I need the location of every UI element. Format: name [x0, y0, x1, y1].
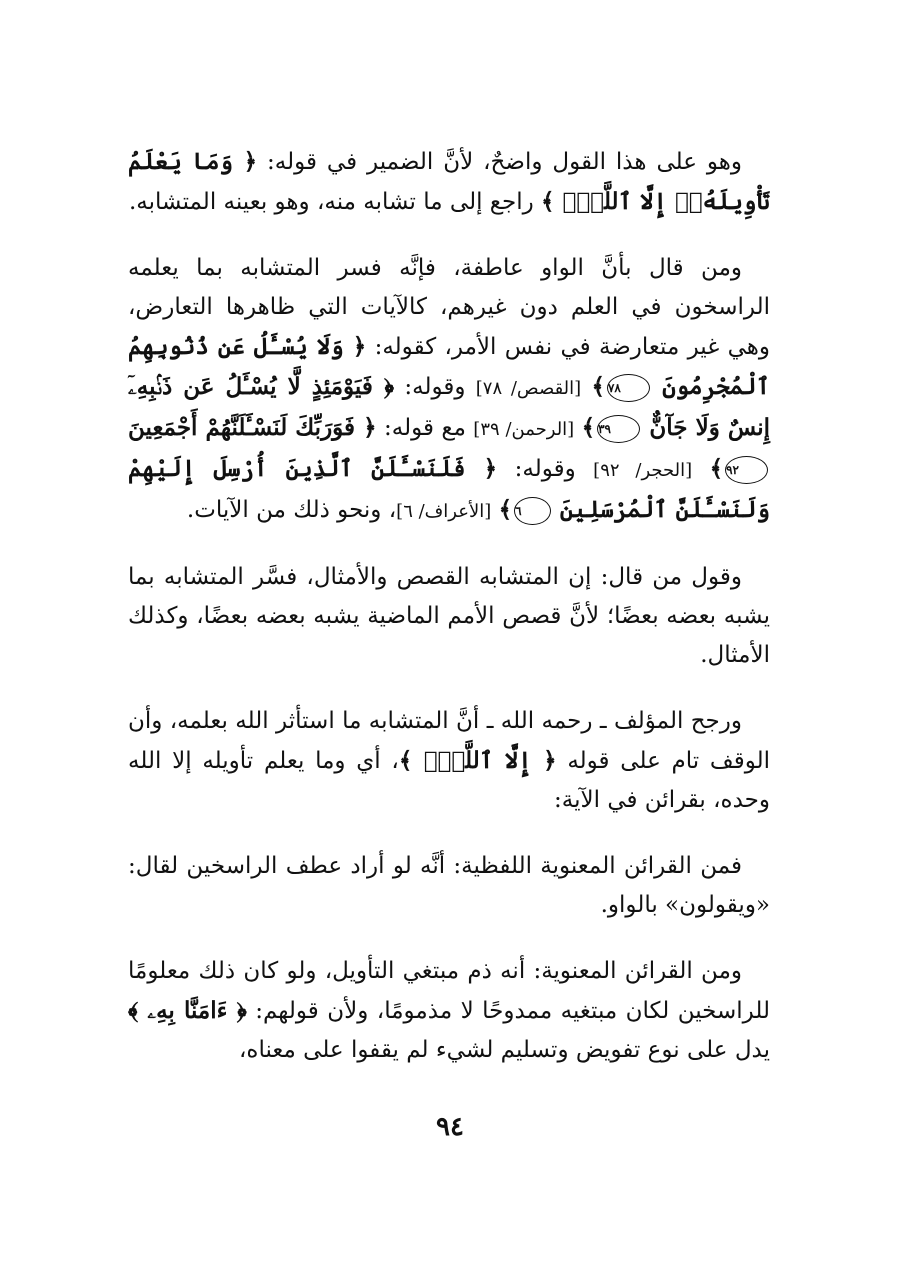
- text-span: مع قوله:: [376, 415, 474, 441]
- text-span: ومن قال بأنَّ الواو عاطفة، فإنَّه فسر المتشابه بما يعلمه الراسخون في العلم دون غيرهم، كالآيات التي ظاهرها التعارض، وهي غير متعارضة في نفس الأمر، كقوله:: [128, 255, 770, 360]
- quran-verse: ﴿ إِلَّا ٱللَّهُۗ ﴾: [398, 747, 557, 774]
- quran-verse: ﴿ فَلَنَسْـَٔلَنَّ ٱلَّذِينَ أُرْسِلَ إِلَيْهِمْ وَلَنَسْـَٔلَنَّ ٱلْمُرْسَلِينَ: [128, 455, 770, 523]
- quran-verse: ﴿ وَلَا يُسْـَٔلُ عَن ذُنُوبِهِمُ ٱلْمُجْرِمُونَ: [128, 333, 770, 400]
- text-span: وقوله:: [394, 374, 476, 400]
- ayah-number-mark: ٩٢: [725, 456, 768, 484]
- quran-bracket: ﴾: [591, 373, 605, 400]
- ayah-number-mark: ٣٩: [597, 415, 640, 443]
- quran-verse: ﴿ فَيَوْمَئِذٍ لَّا يُسْـَٔلُ عَن ذَنۢبِهِۦٓ إِنسٌ وَلَا جَآنٌّ: [128, 373, 770, 441]
- paragraph-1: [128, 142, 770, 222]
- text-span: ، ونحو ذلك من الآيات.: [186, 497, 397, 523]
- page-number: ٩٤: [436, 1112, 464, 1142]
- text-span: ومن القرائن المعنوية: أنه ذم مبتغي التأويل، ولو كان ذلك معلومًا للراسخين لكان مبتغيه ممدوحًا لا مذمومًا، ولأن قولهم:: [128, 958, 770, 1024]
- text-span: راجع إلى ما تشابه منه، وهو بعينه المتشابه.: [129, 189, 542, 215]
- paragraph-2: [128, 249, 770, 531]
- text-span: يدل على نوع تفويض وتسليم لشيء لم يقفوا على معناه،: [239, 1037, 770, 1063]
- text-span: وقول من قال: إن المتشابه القصص والأمثال، فسَّر المتشابه بما يشبه بعضه بعضًا؛ لأنَّ قصص الأمم الماضية يشبه بعضه بعضًا، وكذلك الأمثال.: [128, 564, 770, 668]
- verse-reference: [الرحمن/ ٣٩]: [473, 419, 575, 440]
- paragraph-5: [128, 847, 770, 925]
- text-span: ورجح المؤلف ـ رحمه الله ـ أنَّ المتشابه ما استأثر الله بعلمه، وأن الوقف تام على قوله: [128, 708, 771, 774]
- verse-reference: [الحجر/ ٩٢]: [593, 460, 693, 481]
- paragraph-6: [128, 952, 770, 1070]
- ayah-number-mark: ٧٨: [607, 374, 650, 402]
- text-span: ، أي وما يعلم تأويله إلا الله وحده، بقرائن في الآية:: [128, 748, 770, 813]
- quran-bracket: ﴾: [709, 455, 724, 482]
- text-span: وهو على هذا القول واضحٌ، لأنَّ الضمير في قوله:: [257, 149, 742, 175]
- paragraph-3: [128, 558, 770, 675]
- verse-reference: [القصص/ ٧٨]: [475, 378, 582, 399]
- quran-verse: ﴿ فَوَرَبِّكَ لَنَسْـَٔلَنَّهُمْ أَجْمَعِينَ: [128, 414, 377, 441]
- quran-bracket: ﴾: [498, 496, 513, 523]
- quran-bracket: ﴾: [581, 414, 596, 441]
- paragraph-4: [128, 702, 770, 820]
- quran-verse: ﴿ ءَامَنَّا بِهِۦ ﴾: [128, 997, 247, 1024]
- text-span: فمن القرائن المعنوية اللفظية: أنَّه لو أراد عطف الراسخين لقال: «ويقولون» بالواو.: [128, 853, 770, 918]
- text-span: وقوله:: [497, 456, 594, 482]
- page-body: [128, 142, 770, 1070]
- verse-reference: [الأعراف/ ٦]: [396, 501, 492, 522]
- ayah-number-mark: ٦: [514, 497, 550, 525]
- quran-verse: ﴿ وَمَا يَعْلَمُ تَأْوِيلَهُۥٓ إِلَّا ٱللَّهُۗ ﴾: [128, 148, 770, 215]
